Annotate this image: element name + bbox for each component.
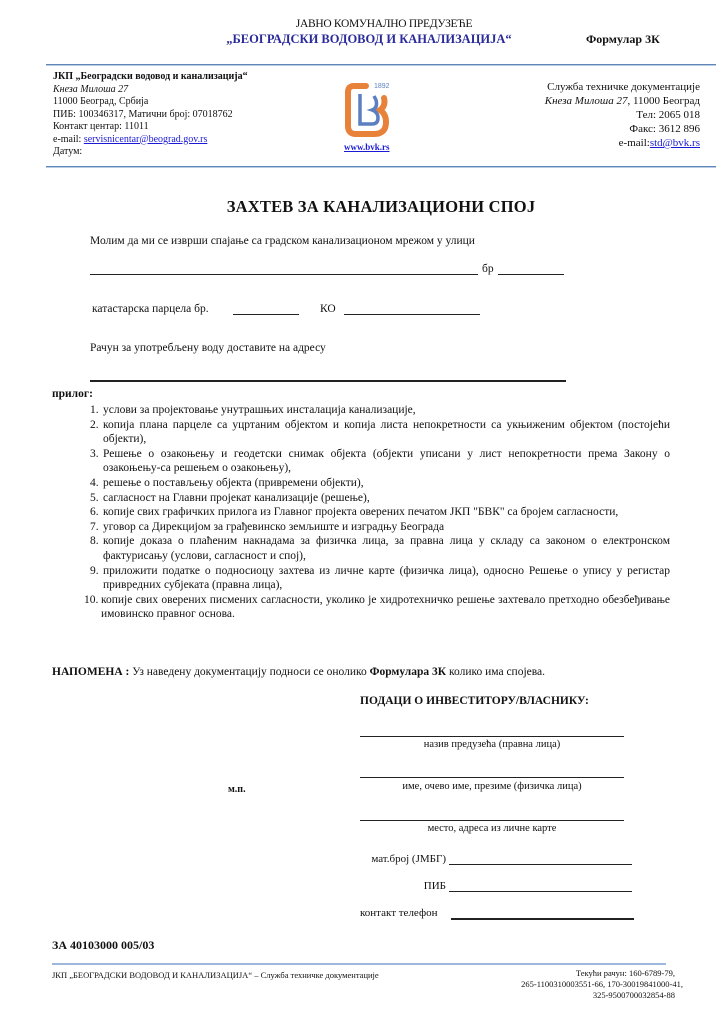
address-caption: место, адреса из личне карте	[427, 823, 557, 834]
annex-item: 2. копија плана парцеле са уцртаним објектом и копија листа непокретности са укњиженим објектом (постојећи објекти),	[90, 418, 670, 446]
bill-address-label: Рачун за употребљену воду доставите на адресу	[90, 342, 326, 354]
pib-label: ПИБ	[423, 880, 446, 892]
footer-accounts: Текући рачун: 160-6789-79, 265-1100310003551-66, 170-30019841000-41, 325-9500700032854-88	[521, 968, 683, 1000]
footer-divider	[52, 963, 666, 965]
page-title: ЗАХТЕВ ЗА КАНАЛИЗАЦИОНИ СПОЈ	[226, 197, 536, 216]
parcel-label: катастарска парцела бр.	[92, 303, 209, 315]
number-label: бр	[482, 263, 494, 275]
stamp-place: м.п.	[228, 784, 246, 795]
org-name: „БЕОГРАДСКИ ВОДОВОД И КАНАЛИЗАЦИЈА“	[226, 32, 512, 46]
investor-title: ПОДАЦИ О ИНВЕСТИТОРУ/ВЛАСНИКУ:	[360, 695, 589, 707]
svg-text:1892: 1892	[374, 83, 390, 90]
phone-label: контакт телефон	[360, 907, 438, 919]
date-label: Датум:	[53, 146, 83, 157]
company-ids: ПИБ: 100346317, Матични број: 07018762	[53, 108, 233, 120]
contact-center: Контакт центар: 11011	[53, 121, 149, 132]
jmbg-label: мат.број (ЈМБГ)	[371, 853, 446, 865]
request-intro: Молим да ми се изврши спајање са градском канализационом мрежом у улици	[90, 235, 475, 247]
email-row: e-mail: servisnicentar@beograd.gov.rs	[53, 133, 208, 145]
company-name: ЈКП „Београдски водовод и канализација“	[53, 71, 248, 82]
website-link[interactable]: www.bvk.rs	[344, 142, 390, 152]
annex-item: 7. уговор са Дирекцијом за грађевинско земљиште и изградњу Београда	[90, 520, 445, 533]
company-name-field[interactable]	[360, 736, 624, 737]
jmbg-field[interactable]	[449, 864, 632, 865]
street: Кнеза Милоша 27	[53, 83, 129, 95]
annex-item: 3. Решење о озакоњењу и геодетски снимак објекта (објекти уписани у лист непокретности према Закону о озакоњењу-са решењем о озакоњењу),	[90, 447, 670, 475]
note: НАПОМЕНА : Уз наведену документацију подноси се онолико Формулара 3К колико има спојева.	[52, 666, 546, 678]
phone: Тел: 2065 018	[636, 109, 700, 121]
document-code: ЗА 40103000 005/03	[52, 938, 155, 952]
annex-item: 5. сагласност на Главни пројекат канализације (решење),	[90, 491, 370, 504]
bvk-logo-icon	[344, 80, 392, 140]
annex-item: 9. приложити податке о подносиоцу захтева из личне карте (физичка лица), односно Решење о упису у регистар привредних субјеката (правна лица),	[90, 564, 670, 592]
contact-left	[53, 71, 248, 159]
city: 11000 Београд, Србија	[53, 96, 149, 107]
bill-address-field[interactable]	[90, 380, 566, 382]
street-field[interactable]	[90, 274, 478, 275]
annex-label: прилог:	[52, 388, 93, 400]
contact-right	[470, 80, 700, 150]
ko-label: КО	[320, 303, 336, 315]
street-number-field[interactable]	[498, 274, 564, 275]
annex-item: 6. копије свих графичких прилога из Главног пројекта оверених печатом ЈКП "БВК" са бројем сагласности,	[90, 506, 619, 519]
contact-divider	[46, 166, 716, 168]
annex-item: 4. решење о постављењу објекта (привремени објекти),	[90, 476, 364, 489]
address-field[interactable]	[360, 820, 624, 821]
name-caption: име, очево име, презиме (физичка лица)	[402, 781, 582, 792]
pib-field[interactable]	[449, 891, 632, 892]
annex-item: 10. копије свих оверених писмених сагласности, уколико је хидротехничко решење захтевало претходно обезбеђивање имовинско правног основа.	[84, 593, 670, 621]
email-link[interactable]: std@bvk.rs	[649, 137, 700, 149]
person-name-field[interactable]	[360, 777, 624, 778]
header-divider	[46, 64, 716, 66]
parcel-number-field[interactable]	[233, 314, 299, 315]
email-row: e-mail:std@bvk.rs	[618, 137, 700, 149]
annex-item: 1. услови за пројектовање унутрашњих инсталација канализације,	[90, 404, 416, 416]
company-caption: назив предузећа (правна лица)	[423, 739, 561, 750]
form-label: Формулар 3К	[586, 32, 660, 46]
footer-org: ЈКП „БЕОГРАДСКИ ВОДОВОД И КАНАЛИЗАЦИЈА“ – Служба техничке документације	[52, 970, 379, 980]
annex-list	[84, 403, 670, 622]
fax: Факс: 3612 896	[629, 123, 700, 135]
email-link[interactable]: servisnicentar@beograd.gov.rs	[83, 133, 208, 145]
org-type: ЈАВНО КОМУНАЛНО ПРЕДУЗЕЋЕ	[295, 18, 473, 30]
ko-field[interactable]	[344, 314, 480, 315]
phone-field[interactable]	[451, 918, 634, 920]
annex-item: 8. копије доказа о плаћеним накнадама за физичка лица, за правна лица у складу са законом о електронском фактурисању (услови, сагласност и спој),	[90, 535, 670, 562]
address-row: Кнеза Милоша 27, 11000 Београд	[544, 95, 700, 107]
department: Служба техничке документације	[547, 81, 700, 93]
